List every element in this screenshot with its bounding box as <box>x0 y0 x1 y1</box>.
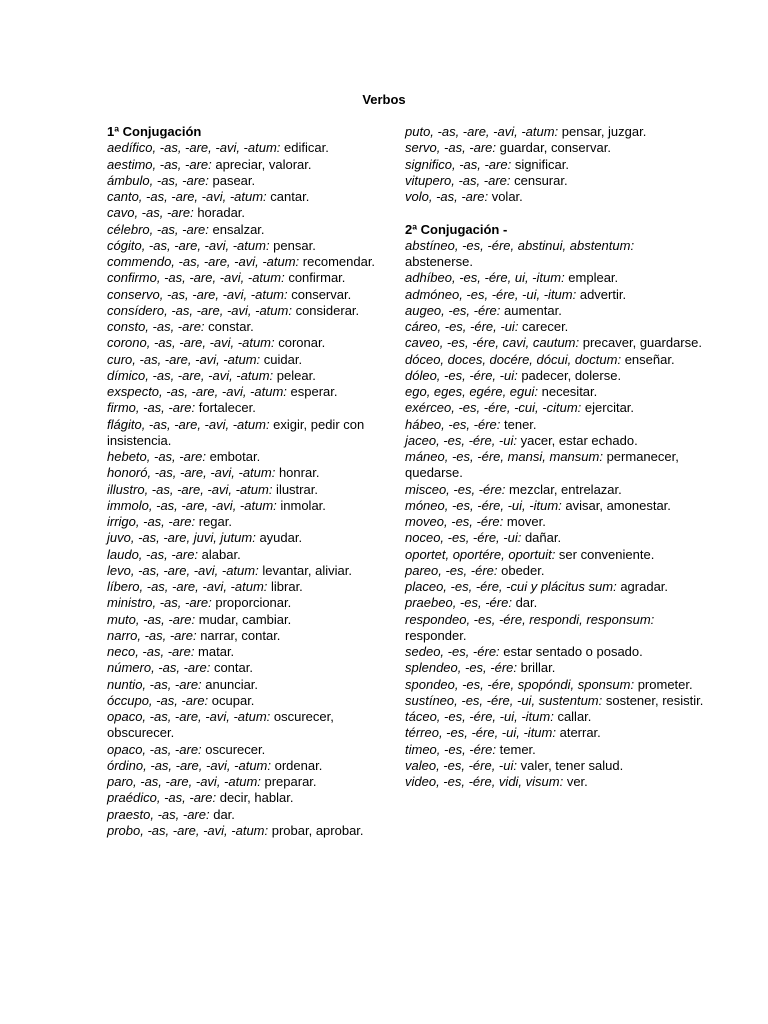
verb-meaning: enseñar. <box>621 351 675 367</box>
verb-meaning: ocupar. <box>208 692 255 708</box>
verb-meaning: oscurecer, obscurecer. <box>107 709 334 741</box>
verb-meaning: anunciar. <box>201 676 259 692</box>
verb-entry <box>405 595 705 611</box>
verb-entry <box>107 660 397 676</box>
verb-entry <box>405 482 705 498</box>
verb-forms: dímico, -as, -are, -avi, -atum: <box>107 367 274 383</box>
verb-forms: praebeo, -es, -ére: <box>405 595 512 611</box>
verb-meaning: dañar. <box>521 530 562 546</box>
verb-forms: video, -es, -ére, vidi, visum: <box>405 774 564 789</box>
verb-entry <box>107 514 397 530</box>
verb-forms: cavo, -as, -are: <box>107 205 194 221</box>
verb-meaning: precaver, guardarse. <box>579 335 702 351</box>
verb-entry <box>405 417 705 433</box>
verb-meaning: necesitar. <box>538 384 598 399</box>
verb-entry <box>107 140 397 156</box>
verb-forms: valeo, -es, -ére, -ui: <box>405 757 517 773</box>
verb-meaning: tener. <box>500 416 537 432</box>
verb-meaning: guardar, conservar. <box>496 140 611 156</box>
verb-forms: volo, -as, -are: <box>405 189 489 204</box>
verb-meaning: considerar. <box>291 302 360 318</box>
verb-entry <box>107 384 397 400</box>
verb-forms: firmo, -as, -are: <box>107 400 196 416</box>
page-title: Verbos <box>362 92 406 107</box>
verb-entry <box>107 790 397 806</box>
verb-forms: exérceo, -es, -ére, -cui, -citum: <box>405 400 582 416</box>
verb-meaning: advertir. <box>576 286 627 302</box>
verb-entry <box>107 612 397 628</box>
verb-forms: máneo, -es, -ére, mansi, mansum: <box>405 449 603 464</box>
verb-meaning: alabar. <box>198 546 241 562</box>
verb-meaning: ser conveniente. <box>555 546 655 562</box>
verb-entry <box>405 352 705 368</box>
verb-entry <box>107 222 397 238</box>
verb-meaning: mezclar, entrelazar. <box>505 481 622 497</box>
verb-entry <box>107 693 397 709</box>
verb-forms: respondeo, -es, -ére, respondi, responsum: <box>405 611 655 627</box>
verb-meaning: proporcionar. <box>211 595 292 611</box>
verb-entry <box>405 693 705 709</box>
verb-entry <box>107 417 397 450</box>
verb-entry <box>107 742 397 758</box>
verb-meaning: ensalzar. <box>208 221 265 237</box>
verb-forms: illustro, -as, -are, -avi, -atum: <box>107 481 273 497</box>
verb-meaning: ejercitar. <box>581 400 635 416</box>
verb-entry <box>405 140 705 156</box>
verb-entry <box>405 563 705 579</box>
first-conjugation-list-continued <box>405 124 705 205</box>
verb-forms: flágito, -as, -are, -avi, -atum: <box>107 416 270 432</box>
verb-meaning: ordenar. <box>271 757 323 773</box>
verb-entry <box>107 547 397 563</box>
verb-entry <box>107 677 397 693</box>
verb-forms: admóneo, -es, -ére, -ui, -itum: <box>405 286 577 302</box>
verb-entry <box>107 774 397 790</box>
verb-forms: dóleo, -es, -ére, -ui: <box>405 367 518 383</box>
verb-entry <box>107 352 397 368</box>
verb-entry <box>107 758 397 774</box>
verb-meaning: horadar. <box>193 205 246 221</box>
verb-forms: abstíneo, -es, -ére, abstinui, abstentum: <box>405 237 635 253</box>
verb-forms: ego, eges, egére, egui: <box>405 384 538 399</box>
verb-meaning: coronar. <box>274 335 326 351</box>
verb-forms: augeo, -es, -ére: <box>405 302 501 318</box>
verb-forms: juvo, -as, -are, juvi, jutum: <box>107 530 256 546</box>
verb-meaning: estar sentado o posado. <box>499 644 643 659</box>
verb-meaning: emplear. <box>564 270 619 286</box>
verb-forms: neco, -as, -are: <box>107 644 195 659</box>
verb-forms: noceo, -es, -ére, -ui: <box>405 530 522 546</box>
verb-forms: splendeo, -es, -ére: <box>405 660 518 676</box>
verb-entry <box>107 530 397 546</box>
verb-forms: confirmo, -as, -are, -avi, -atum: <box>107 270 285 286</box>
verb-entry <box>405 774 705 790</box>
verb-meaning: pasear. <box>208 172 256 188</box>
verb-entry <box>405 644 705 660</box>
verb-forms: dóceo, doces, docére, dócui, doctum: <box>405 351 622 367</box>
second-conjugation-list <box>405 238 705 791</box>
verb-entry <box>405 758 705 774</box>
verb-entry <box>405 287 705 303</box>
verb-meaning: exigir, pedir con insistencia. <box>107 416 365 448</box>
verb-entry <box>405 173 705 189</box>
verb-entry <box>405 433 705 449</box>
verb-entry <box>107 465 397 481</box>
verb-meaning: esperar. <box>286 384 338 399</box>
verb-entry <box>107 823 397 839</box>
verb-meaning: inmolar. <box>276 497 326 513</box>
verb-meaning: pensar, juzgar. <box>558 124 647 139</box>
verb-meaning: agradar. <box>616 579 669 594</box>
verb-entry <box>107 709 397 742</box>
verb-entry <box>405 709 705 725</box>
verb-meaning: callar. <box>553 709 592 724</box>
verb-forms: servo, -as, -are: <box>405 140 497 156</box>
verb-entry <box>107 287 397 303</box>
verb-forms: corono, -as, -are, -avi, -atum: <box>107 335 275 351</box>
verb-meaning: embotar. <box>206 449 261 464</box>
verb-entry <box>405 189 705 205</box>
verb-meaning: brillar. <box>517 660 556 676</box>
verb-forms: adhíbeo, -es, -ére, ui, -itum: <box>405 270 565 286</box>
verb-forms: consídero, -as, -are, -avi, -atum: <box>107 302 292 318</box>
verb-meaning: apreciar, valorar. <box>211 156 312 172</box>
verb-meaning: sostener, resistir. <box>602 692 704 708</box>
verb-entry <box>405 368 705 384</box>
verb-meaning: obeder. <box>497 562 545 578</box>
verb-forms: aedífico, -as, -are, -avi, -atum: <box>107 140 281 156</box>
verb-forms: oportet, oportére, oportuit: <box>405 546 556 562</box>
verb-forms: exspecto, -as, -are, -avi, -atum: <box>107 384 287 399</box>
verb-meaning: ayudar. <box>255 530 303 546</box>
verb-forms: hebeto, -as, -are: <box>107 449 206 464</box>
verb-entry <box>107 644 397 660</box>
verb-entry <box>405 270 705 286</box>
verb-forms: conservo, -as, -are, -avi, -atum: <box>107 286 288 302</box>
verb-meaning: avisar, amonestar. <box>561 497 671 513</box>
verb-meaning: confirmar. <box>284 270 346 286</box>
verb-meaning: matar. <box>194 644 235 659</box>
verb-forms: térreo, -es, -ére, -ui, -itum: <box>405 725 556 741</box>
verb-forms: cógito, -as, -are, -avi, -atum: <box>107 237 270 253</box>
verb-meaning: contar. <box>210 660 253 676</box>
verb-entry <box>107 628 397 644</box>
verb-meaning: constar. <box>204 319 254 334</box>
verb-forms: paro, -as, -are, -avi, -atum: <box>107 774 261 789</box>
verb-meaning: levantar, aliviar. <box>258 562 352 578</box>
verb-entry <box>405 612 705 645</box>
verb-meaning: significar. <box>511 156 570 172</box>
verb-meaning: yacer, estar echado. <box>517 432 638 448</box>
verb-entry <box>405 238 705 271</box>
verb-entry <box>405 660 705 676</box>
verb-forms: commendo, -as, -are, -avi, -atum: <box>107 254 300 269</box>
verb-forms: misceo, -es, -ére: <box>405 481 506 497</box>
verb-entry <box>107 807 397 823</box>
verb-meaning: fortalecer. <box>195 400 256 416</box>
verb-meaning: dar. <box>209 806 235 822</box>
verb-meaning: preparar. <box>260 774 317 789</box>
verb-forms: praédico, -as, -are: <box>107 790 217 806</box>
verb-meaning: pensar. <box>269 237 316 253</box>
verb-forms: opaco, -as, -are, -avi, -atum: <box>107 709 271 724</box>
verb-entry <box>405 498 705 514</box>
verb-meaning: mover. <box>503 514 546 529</box>
verb-meaning: narrar, contar. <box>196 627 281 643</box>
verb-meaning: regar. <box>195 514 232 529</box>
verb-entry <box>405 335 705 351</box>
verb-forms: laudo, -as, -are: <box>107 546 199 562</box>
verb-forms: muto, -as, -are: <box>107 611 196 627</box>
verb-forms: significo, -as, -are: <box>405 156 512 172</box>
verb-forms: ámbulo, -as, -are: <box>107 172 209 188</box>
verb-forms: immolo, -as, -are, -avi, -atum: <box>107 497 277 513</box>
verb-meaning: decir, hablar. <box>216 790 294 806</box>
verb-forms: pareo, -es, -ére: <box>405 562 498 578</box>
verb-meaning: recomendar. <box>299 254 376 269</box>
verb-entry <box>405 303 705 319</box>
verb-forms: ministro, -as, -are: <box>107 595 212 611</box>
verb-forms: hábeo, -es, -ére: <box>405 416 501 432</box>
verb-meaning: probar, aprobar. <box>268 822 364 838</box>
verb-entry <box>405 400 705 416</box>
verb-meaning: conservar. <box>287 286 352 302</box>
verb-forms: líbero, -as, -are, -avi, -atum: <box>107 579 268 594</box>
verb-forms: moveo, -es, -ére: <box>405 514 504 529</box>
left-column <box>107 124 397 839</box>
verb-meaning: aumentar. <box>500 302 562 318</box>
verb-forms: óccupo, -as, -are: <box>107 692 209 708</box>
verb-forms: timeo, -es, -ére: <box>405 741 497 757</box>
verb-entry <box>405 725 705 741</box>
verb-meaning: dar. <box>511 595 538 611</box>
verb-meaning: valer, tener salud. <box>517 757 624 773</box>
verb-entry <box>107 400 397 416</box>
verb-forms: móneo, -es, -ére, -ui, -itum: <box>405 497 562 513</box>
verb-meaning: cuidar. <box>260 351 303 367</box>
verb-entry <box>107 498 397 514</box>
verb-forms: curo, -as, -are, -avi, -atum: <box>107 351 261 367</box>
verb-meaning: padecer, dolerse. <box>517 367 622 383</box>
verb-meaning: aterrar. <box>555 725 601 741</box>
verb-entry <box>405 547 705 563</box>
verb-entry <box>107 157 397 173</box>
verb-forms: sustíneo, -es, -ére, -ui, sustentum: <box>405 692 603 708</box>
verb-entry <box>107 270 397 286</box>
verb-forms: honoró, -as, -are, -avi, -atum: <box>107 465 276 481</box>
verb-forms: levo, -as, -are, -avi, -atum: <box>107 562 259 578</box>
verb-meaning: honrar. <box>275 465 320 481</box>
verb-entry <box>107 482 397 498</box>
verb-meaning: abstenerse. <box>405 254 473 269</box>
section-heading-first-conjugation: 1ª Conjugación <box>107 124 202 139</box>
verb-entry <box>405 514 705 530</box>
verb-forms: táceo, -es, -ére, -ui, -itum: <box>405 709 554 724</box>
verb-entry <box>107 254 397 270</box>
verb-forms: consto, -as, -are: <box>107 319 205 334</box>
verb-entry <box>405 677 705 693</box>
verb-meaning: mudar, cambiar. <box>195 611 292 627</box>
verb-forms: caveo, -es, -ére, cavi, cautum: <box>405 335 580 351</box>
section-heading-second-conjugation: 2ª Conjugación - <box>405 221 508 237</box>
verb-forms: nuntio, -as, -are: <box>107 676 202 692</box>
verb-entry <box>405 449 705 482</box>
verb-entry <box>405 579 705 595</box>
verb-meaning: cantar. <box>266 189 310 204</box>
verb-entry <box>107 205 397 221</box>
verb-meaning: edificar. <box>280 140 329 156</box>
verb-meaning: ilustrar. <box>272 481 318 497</box>
verb-entry <box>405 530 705 546</box>
verb-forms: narro, -as, -are: <box>107 627 197 643</box>
verb-meaning: pelear. <box>273 367 316 383</box>
verb-forms: canto, -as, -are, -avi, -atum: <box>107 189 267 204</box>
verb-forms: vitupero, -as, -are: <box>405 172 511 188</box>
verb-forms: irrigo, -as, -are: <box>107 514 196 529</box>
verb-forms: jaceo, -es, -ére, -ui: <box>405 432 517 448</box>
verb-entry <box>107 563 397 579</box>
first-conjugation-list <box>107 140 397 839</box>
verb-entry <box>107 368 397 384</box>
verb-forms: cáreo, -es, -ére, -ui: <box>405 319 519 334</box>
verb-forms: placeo, -es, -ére, -cui y plácitus sum: <box>405 579 617 594</box>
verb-entry <box>405 384 705 400</box>
verb-entry <box>107 173 397 189</box>
verb-meaning: prometer. <box>634 676 693 692</box>
verb-entry <box>405 742 705 758</box>
verb-meaning: librar. <box>267 579 303 594</box>
verb-entry <box>107 449 397 465</box>
verb-forms: praesto, -as, -are: <box>107 806 210 822</box>
verb-forms: spondeo, -es, -ére, spopóndi, sponsum: <box>405 676 635 692</box>
verb-forms: puto, -as, -are, -avi, -atum: <box>405 124 559 139</box>
verb-meaning: temer. <box>496 741 536 757</box>
verb-forms: aestimo, -as, -are: <box>107 156 212 172</box>
verb-entry <box>107 189 397 205</box>
verb-entry <box>107 579 397 595</box>
verb-meaning: ver. <box>563 774 588 789</box>
verb-forms: órdino, -as, -are, -avi, -atum: <box>107 757 271 773</box>
verb-entry <box>107 595 397 611</box>
verb-entry <box>107 303 397 319</box>
verb-forms: célebro, -as, -are: <box>107 221 209 237</box>
verb-entry <box>405 157 705 173</box>
verb-entry <box>405 124 705 140</box>
verb-meaning: volar. <box>488 189 523 204</box>
verb-forms: sedeo, -es, -ére: <box>405 644 500 659</box>
verb-forms: número, -as, -are: <box>107 660 211 676</box>
right-column <box>405 124 705 790</box>
verb-entry <box>107 335 397 351</box>
verb-forms: probo, -as, -are, -avi, -atum: <box>107 822 269 838</box>
verb-meaning: censurar. <box>510 172 568 188</box>
section-gap <box>405 205 705 221</box>
verb-entry <box>107 238 397 254</box>
verb-meaning: permanecer, quedarse. <box>405 449 679 481</box>
verb-entry <box>405 319 705 335</box>
verb-meaning: responder. <box>405 627 467 643</box>
verb-meaning: carecer. <box>518 319 569 334</box>
verb-forms: opaco, -as, -are: <box>107 741 202 757</box>
verb-meaning: oscurecer. <box>201 741 266 757</box>
verb-entry <box>107 319 397 335</box>
